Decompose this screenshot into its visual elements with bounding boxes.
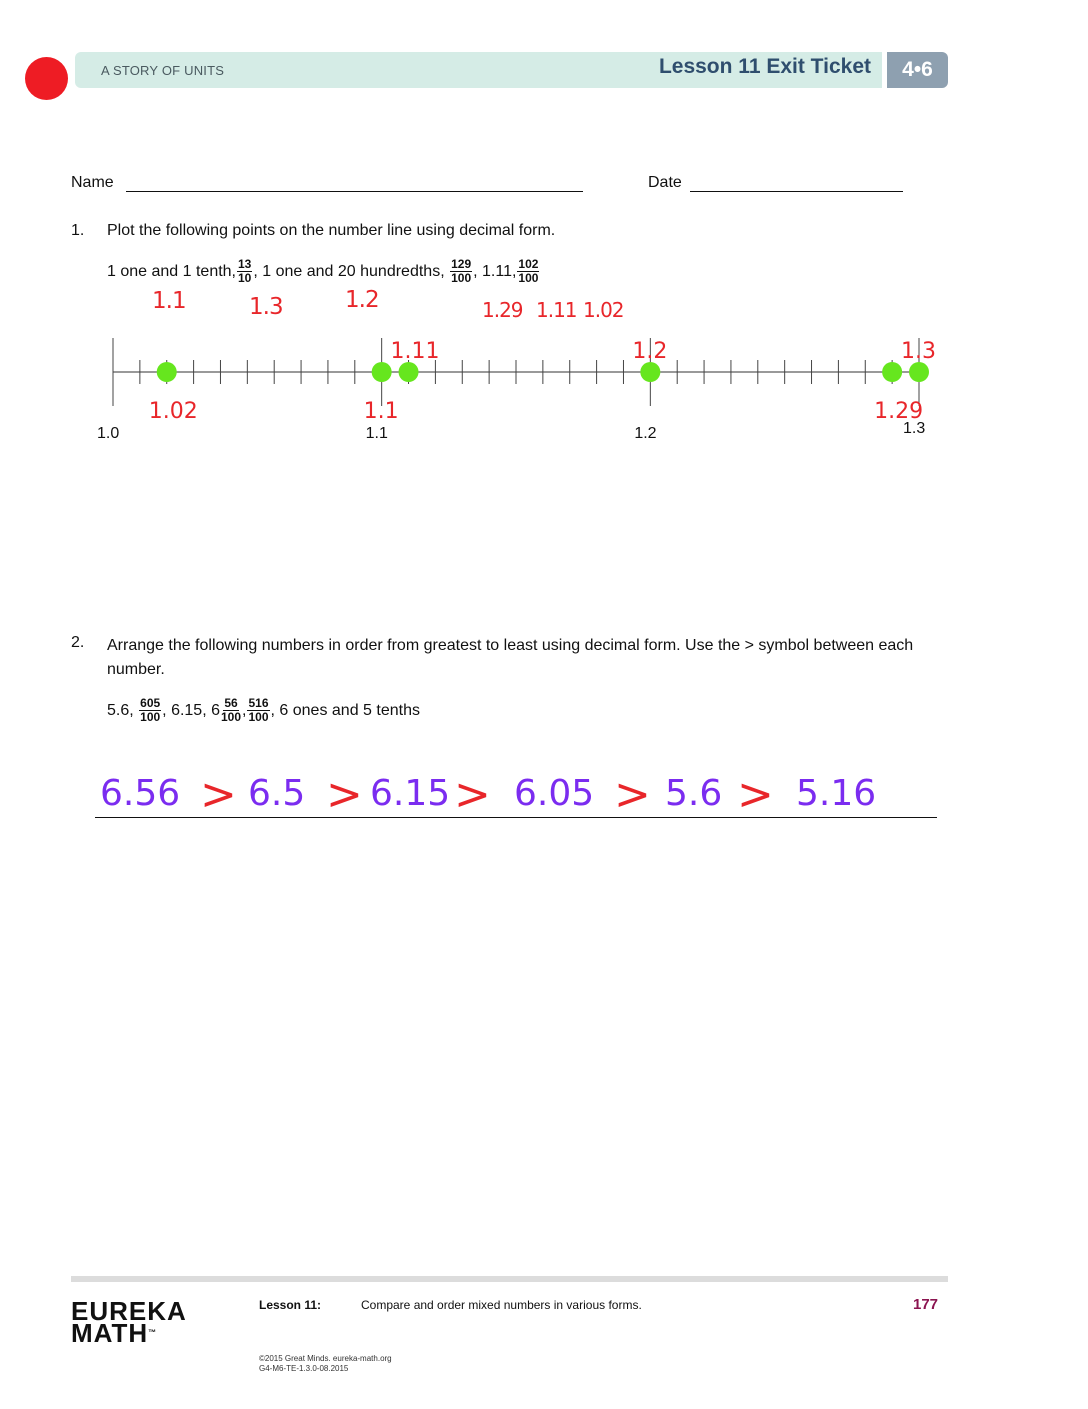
plotted-point: [157, 362, 177, 382]
item-text: 1 one and 20 hundredths,: [262, 262, 445, 280]
handwritten-answer: 1.1: [152, 288, 186, 314]
item-text: ,: [253, 262, 258, 280]
greater-than-symbol: >: [200, 769, 237, 820]
tick-label: 1.2: [634, 425, 657, 442]
handwritten-answer: 1.29: [482, 298, 523, 322]
number-line[interactable]: [0, 320, 1088, 450]
point-label: 1.02: [148, 399, 198, 424]
question-1-items: [107, 258, 540, 285]
item-text: ,: [242, 701, 247, 719]
plotted-point: [882, 362, 902, 382]
ordered-value: 6.5: [248, 773, 306, 814]
date-label: Date: [648, 174, 682, 191]
fraction: $\frac{605}{100}$: [140, 696, 161, 725]
tick-label: 1.0: [97, 425, 120, 442]
fraction: $\frac{102}{100}$: [518, 257, 539, 286]
handwritten-answer: 1.11: [536, 298, 577, 322]
plotted-point: [640, 362, 660, 382]
point-label: 1.2: [632, 339, 668, 364]
ordered-value: 5.6: [665, 773, 723, 814]
fraction: $\frac{516}{100}$: [248, 696, 269, 725]
grade-module-badge: 4•6: [887, 52, 948, 88]
ordered-value: 6.15: [370, 773, 451, 814]
footer-description: Compare and order mixed numbers in various forms.: [361, 1298, 642, 1312]
point-label: 1.11: [390, 339, 440, 364]
series-title: A STORY OF UNITS: [101, 63, 225, 78]
handwritten-answer: 1.2: [345, 287, 379, 313]
name-field[interactable]: [126, 191, 583, 192]
question-2-items: [107, 697, 420, 724]
point-label: 1.3: [901, 339, 936, 364]
eureka-math-logo: EUREKA MATH™: [71, 1296, 187, 1348]
question-2-number: 2.: [71, 634, 85, 651]
point-label: 1.29: [874, 399, 924, 424]
point-label: 1.1: [363, 399, 399, 424]
question-2-prompt: Arrange the following numbers in order from greatest to least using decimal form. Use the > symbol between each number.: [107, 637, 914, 678]
tick-label: 1.1: [365, 425, 388, 442]
greater-than-symbol: >: [326, 769, 363, 820]
footer-rule: [71, 1276, 948, 1282]
item-text: , 1.11,: [473, 262, 517, 280]
fraction: $\frac{13}{10}$: [238, 257, 252, 286]
ordered-value: 6.05: [514, 773, 595, 814]
handwritten-ordering: [100, 765, 900, 825]
plotted-point: [909, 362, 929, 382]
item-text: 5.6,: [107, 701, 134, 719]
greater-than-symbol: >: [614, 769, 651, 820]
plotted-point: [372, 362, 392, 382]
question-1-number: 1.: [71, 222, 85, 239]
fraction: $\frac{129}{100}$: [451, 257, 472, 286]
page-number: 177: [913, 1296, 939, 1313]
ordered-value: 6.56: [100, 773, 181, 814]
lesson-title: Lesson 11 Exit Ticket: [658, 55, 871, 78]
copyright: ©2015 Great Minds. eureka-math.org G4-M6-TE-1.3.0-08.2015: [259, 1354, 392, 1373]
item-text: 1 one and 1 tenth,: [107, 262, 236, 280]
plotted-point: [399, 362, 419, 382]
question-1-prompt: Plot the following points on the number line using decimal form.: [107, 222, 556, 239]
handwritten-answer: 1.02: [583, 298, 624, 322]
item-text: , 6.15, 6: [162, 701, 220, 719]
red-dot-marker: [25, 57, 68, 100]
handwritten-answer: 1.3: [249, 294, 283, 320]
name-label: Name: [71, 174, 114, 191]
fraction: $\frac{56}{100}$: [221, 696, 242, 725]
ordered-value: 5.16: [796, 773, 877, 814]
date-field[interactable]: [690, 191, 903, 192]
tick-label: 1.3: [903, 420, 926, 437]
item-text: , 6 ones and 5 tenths: [270, 701, 420, 719]
greater-than-symbol: >: [454, 769, 491, 820]
footer-lesson: Lesson 11:: [259, 1298, 322, 1312]
greater-than-symbol: >: [737, 769, 774, 820]
